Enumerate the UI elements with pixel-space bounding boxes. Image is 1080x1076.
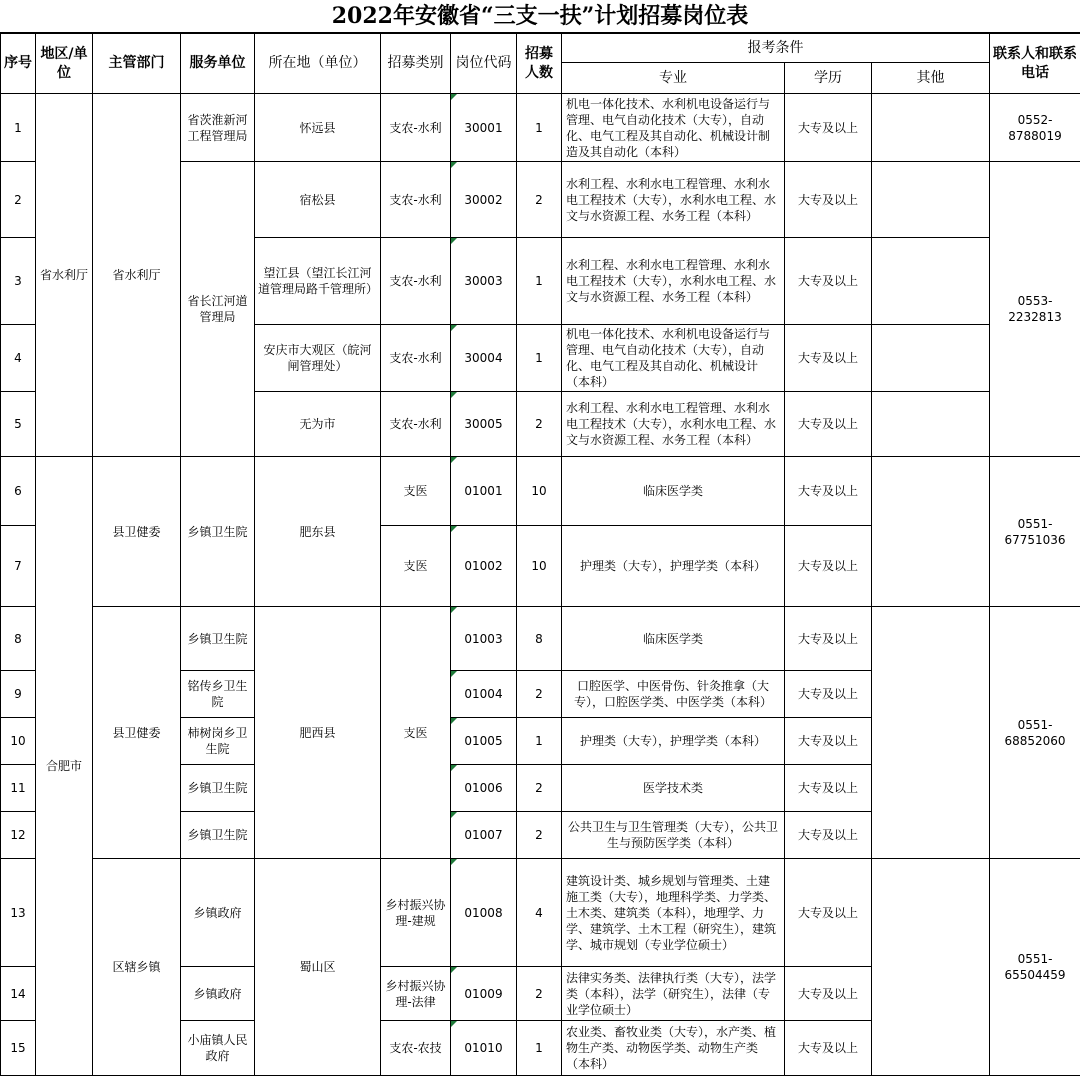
major-cell: 医学技术类 xyxy=(562,765,785,812)
code-cell: 01010 xyxy=(451,1021,517,1076)
major-cell: 水利工程、水利水电工程管理、水利水电工程技术（大专），水利水电工程、水文与水资源工程、水务工程（本科） xyxy=(562,238,785,325)
major-cell: 口腔医学、中医骨伤、针灸推拿（大专），口腔医学类、中医学类（本科） xyxy=(562,671,785,718)
seq-cell: 7 xyxy=(1,526,36,607)
other-cell xyxy=(872,392,990,457)
seq-cell: 3 xyxy=(1,238,36,325)
dept-cell: 区辖乡镇 xyxy=(93,859,181,1076)
header-dept: 主管部门 xyxy=(93,34,181,94)
seq-cell: 2 xyxy=(1,162,36,238)
contact-cell: 0551-67751036 xyxy=(990,457,1080,607)
category-cell: 支医 xyxy=(381,607,451,859)
count-cell: 2 xyxy=(517,671,562,718)
dept-cell: 县卫健委 xyxy=(93,457,181,607)
region-cell: 合肥市 xyxy=(36,457,93,1076)
page-title: 2022年安徽省“三支一扶”计划招募岗位表 xyxy=(0,0,1080,33)
other-cell xyxy=(872,325,990,392)
major-cell: 农业类、畜牧业类（大专），水产类、植物生产类、动物医学类、动物生产类（本科） xyxy=(562,1021,785,1076)
count-cell: 1 xyxy=(517,238,562,325)
other-cell xyxy=(872,238,990,325)
header-region: 地区/单位 xyxy=(36,34,93,94)
count-cell: 1 xyxy=(517,325,562,392)
location-cell: 肥西县 xyxy=(255,607,381,859)
code-cell: 01008 xyxy=(451,859,517,967)
region-cell: 省水利厅 xyxy=(36,94,93,457)
header-location: 所在地（单位） xyxy=(255,34,381,94)
code-cell: 30003 xyxy=(451,238,517,325)
seq-cell: 8 xyxy=(1,607,36,671)
contact-cell: 0552-8788019 xyxy=(990,94,1080,162)
seq-cell: 6 xyxy=(1,457,36,526)
unit-cell: 省茨淮新河工程管理局 xyxy=(181,94,255,162)
contact-cell: 0553-2232813 xyxy=(990,162,1080,457)
education-cell: 大专及以上 xyxy=(785,162,872,238)
count-cell: 2 xyxy=(517,812,562,859)
count-cell: 1 xyxy=(517,718,562,765)
code-cell: 30001 xyxy=(451,94,517,162)
seq-cell: 1 xyxy=(1,94,36,162)
seq-cell: 5 xyxy=(1,392,36,457)
header-code: 岗位代码 xyxy=(451,34,517,94)
major-cell: 建筑设计类、城乡规划与管理类、土建施工类（大专），地理科学类、力学类、土木类、建筑类（本科），地理学、力学、建筑学、土木工程（研究生），建筑学、城市规划（专业学位硕士） xyxy=(562,859,785,967)
count-cell: 2 xyxy=(517,162,562,238)
education-cell: 大专及以上 xyxy=(785,812,872,859)
seq-cell: 9 xyxy=(1,671,36,718)
other-cell xyxy=(872,94,990,162)
other-cell xyxy=(872,162,990,238)
education-cell: 大专及以上 xyxy=(785,718,872,765)
count-cell: 2 xyxy=(517,392,562,457)
other-cell xyxy=(872,607,990,859)
code-cell: 01005 xyxy=(451,718,517,765)
count-cell: 4 xyxy=(517,859,562,967)
unit-cell: 乡镇政府 xyxy=(181,967,255,1021)
code-cell: 01007 xyxy=(451,812,517,859)
major-cell: 机电一体化技术、水利机电设备运行与管理、电气自动化技术（大专），自动化、电气工程及其自动化、机械设计制造及其自动化（本科） xyxy=(562,94,785,162)
major-cell: 水利工程、水利水电工程管理、水利水电工程技术（大专），水利水电工程、水文与水资源工程、水务工程（本科） xyxy=(562,392,785,457)
table-row xyxy=(1,607,1080,671)
count-cell: 2 xyxy=(517,967,562,1021)
category-cell: 乡村振兴协理-法律 xyxy=(381,967,451,1021)
code-cell: 01009 xyxy=(451,967,517,1021)
dept-cell: 省水利厅 xyxy=(93,94,181,457)
category-cell: 支农-水利 xyxy=(381,392,451,457)
location-cell: 宿松县 xyxy=(255,162,381,238)
seq-cell: 12 xyxy=(1,812,36,859)
major-cell: 护理类（大专），护理学类（本科） xyxy=(562,718,785,765)
code-cell: 01003 xyxy=(451,607,517,671)
seq-cell: 11 xyxy=(1,765,36,812)
unit-cell: 小庙镇人民政府 xyxy=(181,1021,255,1076)
seq-cell: 15 xyxy=(1,1021,36,1076)
unit-cell: 乡镇卫生院 xyxy=(181,765,255,812)
other-cell xyxy=(872,457,990,607)
header-other: 其他 xyxy=(872,63,990,94)
header-unit: 服务单位 xyxy=(181,34,255,94)
code-cell: 30002 xyxy=(451,162,517,238)
major-cell: 临床医学类 xyxy=(562,607,785,671)
count-cell: 8 xyxy=(517,607,562,671)
education-cell: 大专及以上 xyxy=(785,765,872,812)
code-cell: 30004 xyxy=(451,325,517,392)
dept-cell: 县卫健委 xyxy=(93,607,181,859)
count-cell: 2 xyxy=(517,765,562,812)
header-conditions: 报考条件 xyxy=(562,34,990,63)
major-cell: 公共卫生与卫生管理类（大专），公共卫生与预防医学类（本科） xyxy=(562,812,785,859)
unit-cell: 省长江河道管理局 xyxy=(181,162,255,457)
table-row xyxy=(1,859,1080,967)
table-row xyxy=(1,94,1080,162)
category-cell: 支医 xyxy=(381,526,451,607)
location-cell: 怀远县 xyxy=(255,94,381,162)
count-cell: 10 xyxy=(517,526,562,607)
code-cell: 01001 xyxy=(451,457,517,526)
unit-cell: 乡镇卫生院 xyxy=(181,812,255,859)
seq-cell: 10 xyxy=(1,718,36,765)
category-cell: 支农-水利 xyxy=(381,94,451,162)
category-cell: 乡村振兴协理-建规 xyxy=(381,859,451,967)
code-cell: 30005 xyxy=(451,392,517,457)
header-seq: 序号 xyxy=(1,34,36,94)
education-cell: 大专及以上 xyxy=(785,457,872,526)
major-cell: 护理类（大专），护理学类（本科） xyxy=(562,526,785,607)
education-cell: 大专及以上 xyxy=(785,94,872,162)
category-cell: 支医 xyxy=(381,457,451,526)
contact-cell: 0551-65504459 xyxy=(990,859,1080,1076)
education-cell: 大专及以上 xyxy=(785,671,872,718)
category-cell: 支农-水利 xyxy=(381,238,451,325)
unit-cell: 柿树岗乡卫生院 xyxy=(181,718,255,765)
education-cell: 大专及以上 xyxy=(785,325,872,392)
header-contact: 联系人和联系电话 xyxy=(990,34,1080,94)
location-cell: 蜀山区 xyxy=(255,859,381,1076)
count-cell: 1 xyxy=(517,94,562,162)
education-cell: 大专及以上 xyxy=(785,967,872,1021)
unit-cell: 乡镇卫生院 xyxy=(181,607,255,671)
major-cell: 水利工程、水利水电工程管理、水利水电工程技术（大专），水利水电工程、水文与水资源工程、水务工程（本科） xyxy=(562,162,785,238)
location-cell: 肥东县 xyxy=(255,457,381,607)
education-cell: 大专及以上 xyxy=(785,526,872,607)
contact-cell: 0551-68852060 xyxy=(990,607,1080,859)
education-cell: 大专及以上 xyxy=(785,859,872,967)
other-cell xyxy=(872,859,990,1076)
location-cell: 无为市 xyxy=(255,392,381,457)
category-cell: 支农-水利 xyxy=(381,325,451,392)
location-cell: 安庆市大观区（皖河闸管理处） xyxy=(255,325,381,392)
unit-cell: 乡镇卫生院 xyxy=(181,457,255,607)
code-cell: 01006 xyxy=(451,765,517,812)
recruitment-table xyxy=(0,33,1080,1076)
unit-cell: 铭传乡卫生院 xyxy=(181,671,255,718)
education-cell: 大专及以上 xyxy=(785,238,872,325)
category-cell: 支农-农技 xyxy=(381,1021,451,1076)
category-cell: 支农-水利 xyxy=(381,162,451,238)
code-cell: 01002 xyxy=(451,526,517,607)
education-cell: 大专及以上 xyxy=(785,392,872,457)
count-cell: 1 xyxy=(517,1021,562,1076)
education-cell: 大专及以上 xyxy=(785,1021,872,1076)
unit-cell: 乡镇政府 xyxy=(181,859,255,967)
count-cell: 10 xyxy=(517,457,562,526)
education-cell: 大专及以上 xyxy=(785,607,872,671)
header-category: 招募类别 xyxy=(381,34,451,94)
major-cell: 临床医学类 xyxy=(562,457,785,526)
major-cell: 法律实务类、法律执行类（大专），法学类（本科），法学（研究生），法律（专业学位硕士） xyxy=(562,967,785,1021)
table-row xyxy=(1,457,1080,526)
header-major: 专业 xyxy=(562,63,785,94)
code-cell: 01004 xyxy=(451,671,517,718)
header-count: 招募人数 xyxy=(517,34,562,94)
header-education: 学历 xyxy=(785,63,872,94)
major-cell: 机电一体化技术、水利机电设备运行与管理、电气自动化技术（大专），自动化、电气工程及其自动化、机械设计（本科） xyxy=(562,325,785,392)
seq-cell: 4 xyxy=(1,325,36,392)
location-cell: 望江县（望江长江河道管理局路千管理所） xyxy=(255,238,381,325)
seq-cell: 14 xyxy=(1,967,36,1021)
seq-cell: 13 xyxy=(1,859,36,967)
